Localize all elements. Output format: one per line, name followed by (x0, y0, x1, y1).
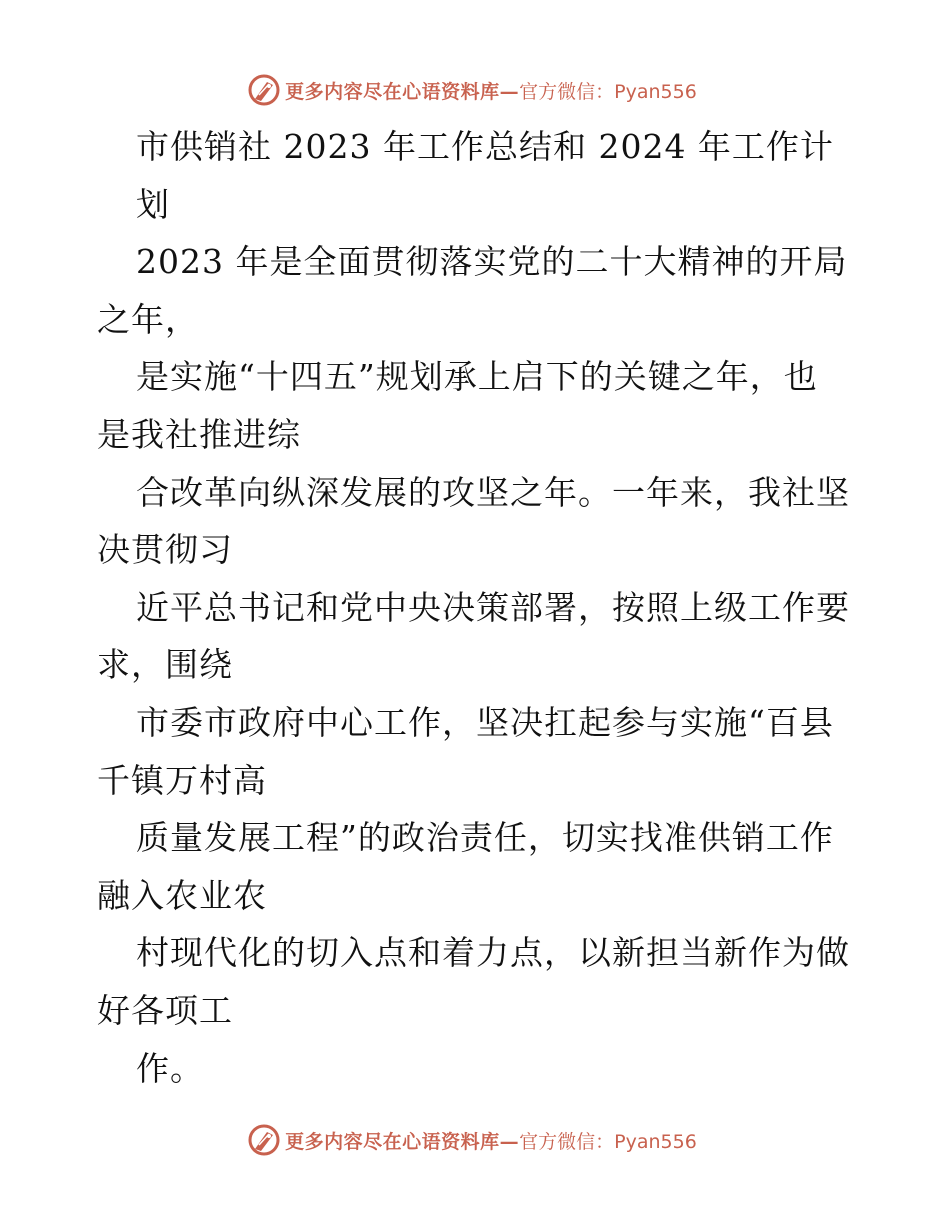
header-watermark-banner (0, 70, 950, 110)
document-line: 近平总书记和党中央决策部署，按照上级工作要 (136, 588, 850, 627)
document-line: 市供销社 2023 年工作总结和 2024 年工作计 (136, 127, 834, 166)
document-line: 2023 年是全面贯彻落实党的二十大精神的开局 (136, 242, 848, 281)
document-line: 之年， (97, 300, 199, 339)
document-line: 融入农业农 (97, 876, 267, 915)
document-line: 千镇万村高 (97, 761, 267, 800)
document-line: 是我社推进综 (97, 415, 301, 454)
document-line: 市委市政府中心工作，坚决扛起参与实施“百县 (136, 703, 834, 742)
document-line: 质量发展工程”的政治责任，切实找准供销工作 (136, 818, 834, 857)
document-line: 是实施“十四五”规划承上启下的关键之年，也 (136, 357, 818, 396)
document-line: 合改革向纵深发展的攻坚之年。一年来，我社坚 (136, 473, 850, 512)
document-line: 求，围绕 (97, 645, 233, 684)
pen-nib-logo-icon (247, 1123, 281, 1157)
document-line: 决贯彻习 (97, 530, 233, 569)
pen-nib-logo-icon (247, 73, 281, 107)
document-line: 村现代化的切入点和着力点，以新担当新作为做 (136, 933, 850, 972)
document-line: 划 (136, 185, 170, 224)
watermark-contact: 官方微信：Pyan556 (519, 80, 697, 103)
watermark-text: 更多内容尽在心语资料库— (285, 80, 520, 103)
document-line: 好各项工 (97, 991, 233, 1030)
document-line: 作。 (136, 1049, 204, 1088)
watermark-text: 更多内容尽在心语资料库— (285, 1130, 520, 1153)
footer-watermark-banner (0, 1120, 950, 1160)
watermark-contact: 官方微信：Pyan556 (519, 1130, 697, 1153)
